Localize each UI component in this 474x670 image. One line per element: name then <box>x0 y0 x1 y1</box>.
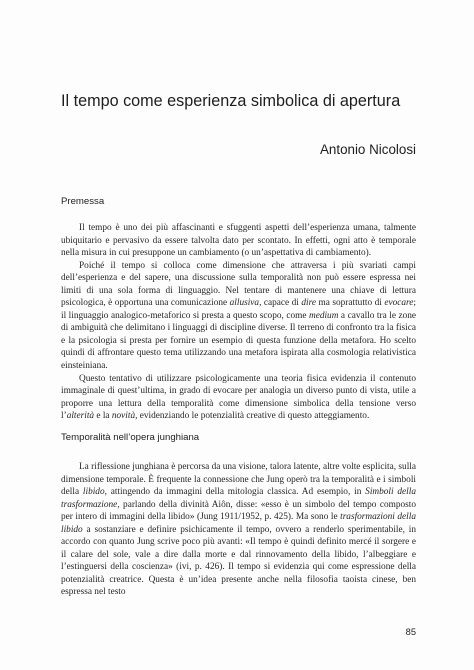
article-title: Il tempo come esperienza simbolica di apertura <box>61 92 401 110</box>
text-run: , parlando della divinità Aiôn, disse: «esso è un simbolo del tempo composto per intero di immagini della libido» (Jung 1911/1952, p. 425). Ma sono le <box>61 499 416 523</box>
italic-text: novità <box>111 411 136 422</box>
text-run: , attingendo da immagini della mitologia classica. Ad esempio, in <box>104 487 366 498</box>
text-run: , evidenziando le potenzialità creative di questo atteggiamento. <box>135 411 370 422</box>
author-name: Antonio Nicolosi <box>319 142 416 157</box>
text-run: ma soprattutto di <box>316 298 385 309</box>
page-number: 85 <box>405 627 416 637</box>
italic-text: medium <box>308 310 339 321</box>
italic-text: libido <box>82 487 105 498</box>
section-heading-temporalita: Temporalità nell’opera junghiana <box>61 432 200 443</box>
text-run: La riflessione junghiana è percorsa da una visione, talora latente, altre volte esplicita, sulla dimensione temporale. È frequente la connessione che Jung operò tra la temporalità e i simboli della <box>61 462 416 498</box>
paragraph <box>61 260 416 373</box>
text-run: e la <box>94 411 112 422</box>
italic-text: allusiva <box>229 298 260 309</box>
text-run: Il tempo è uno dei più affascinanti e sfuggenti aspetti dell’esperienza umana, talmente ubiquitario e pervasivo da essere talvolta dato per scontato. In effetti, ogni atto è temporale nella misura in cui presuppone un cambiamento (o un’aspettativa di cambiamento). <box>61 223 416 259</box>
text-run: Poiché il tempo si colloca come dimensione che attraversa i più svariati campi dell’esperienza e del sapere, una discussione sulla temporalità non può essere espressa nei limiti di una sola forma di linguaggio. Nel tentare di mantenere una chiave di lettura psicologica, è opportuna una comunicazione <box>61 260 416 309</box>
text-run: a sostanziare e definire psichicamente il tempo, ovvero a renderlo sperimentabile, in accordo con quanto Jung scrive poco più avanti: «Il tempo è quindi definito mercé il sorgere e il calare del sole, vale a dire dalla morte e dal rinnovamento della libido, l’albeggiare e l’estinguersi della coscienza» (ivi, p. 426). Il tempo si evidenzia qui come espressione della potenzialità creatrice. Questa è un’idea presente anche nella filosofia taoista cinese, ben espressa nel testo <box>61 524 416 598</box>
italic-text: dire <box>301 298 317 309</box>
italic-text: trasformazioni della libido <box>61 512 416 535</box>
section-body-premessa <box>61 222 416 423</box>
italic-text: evocare <box>384 298 414 309</box>
section-body-temporalita <box>61 461 416 599</box>
section-heading-premessa: Premessa <box>61 196 105 207</box>
paragraph <box>61 373 416 423</box>
text-run: Questo tentativo di utilizzare psicologicamente una teoria fisica evidenzia il contenuto immaginale di quest’ultima, in grado di evocare per analogia un diverso punto di vista, utile a proporre una lettura della temporalità come dimensione simbolica della tensione verso l’ <box>61 373 416 422</box>
text-run: a cavallo tra le zone di ambiguità che delimitano i linguaggi di discipline diverse. Il terreno di confronto tra la fisica e la psicologia si presta per fornire un esempio di questa funzione della metafora. Ho scelto quindi di affrontare questo tema utilizzando una metafora ispirata alla cosmologia relativistica einsteiniana. <box>61 310 417 372</box>
paragraph <box>61 461 416 599</box>
italic-text: alterità <box>66 411 95 422</box>
text-run: ; il linguaggio analogico-metaforico si presta a questo scopo, come <box>61 298 417 321</box>
paragraph <box>61 222 416 260</box>
text-run: , capace di <box>259 298 302 309</box>
italic-text: Simboli della trasformazione <box>61 487 416 510</box>
